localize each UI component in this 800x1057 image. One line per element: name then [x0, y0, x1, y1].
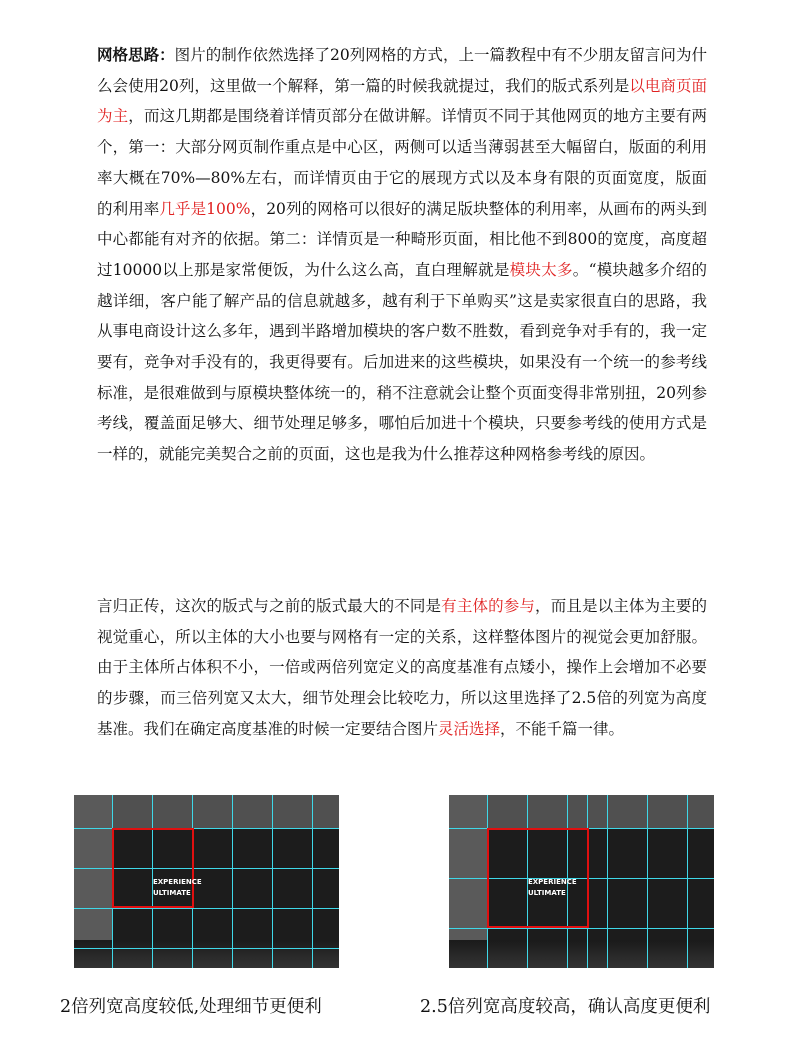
- paragraph-grid-reasoning: [97, 40, 707, 470]
- text-segment: 言归正传，这次的版式与之前的版式最大的不同是: [97, 597, 442, 615]
- product-label-line: ULTIMATE: [153, 889, 191, 897]
- figure-caption: 2倍列宽高度较低,处理细节更便利: [60, 997, 322, 1017]
- figure-caption: 2.5倍列宽高度较高，确认高度更便利: [420, 997, 711, 1017]
- product-label: [528, 877, 577, 899]
- highlight-text: 有主体的参与: [441, 597, 536, 615]
- text-segment: 图片的制作依然选择了20列网格的方式，上一篇教程中有不少朋友留言问为什么会使用20列，这里做一个解释，第一篇的时候我就提过，我们的版式系列是: [97, 46, 707, 95]
- text-segment: ，20列的网格可以很好的满足版块整体的利用率，从画布的两头到中心都能有对齐的依据。第二：详情页是一种畸形页面，相比他不到800的宽度，高度超过10000以上那是家常便饭，为什么这么高，直白理解就是: [97, 199, 707, 279]
- text-segment: ，而且是以主体为主要的视觉重心，所以主体的大小也要与网格有一定的关系，这样整体图片的视觉会更加舒服。由于主体所占体积不小，一倍或两倍列宽定义的高度基准有点矮小，操作上会增加不必要的步骤，而三倍列宽又太大，细节处理会比较吃力，所以这里选择了2.5倍的列宽为高度基准。我们在确定高度基准的时候一定要结合图片: [97, 597, 707, 738]
- product-label-line: EXPERIENCE: [153, 878, 202, 886]
- highlight-text: 模块太多: [509, 260, 573, 279]
- highlight-text: 以电商页面为主: [97, 76, 707, 126]
- paragraph-label: 网格思路：: [97, 45, 175, 64]
- text-segment: ，不能千篇一律。: [500, 719, 625, 738]
- product-label-line: ULTIMATE: [528, 889, 566, 897]
- highlight-text: 灵活选择: [438, 719, 501, 738]
- figure-2x-column-height: [74, 795, 339, 968]
- product-label-line: EXPERIENCE: [528, 878, 577, 886]
- figure-2-5x-column-height: [449, 795, 714, 968]
- product-label: [153, 877, 202, 899]
- highlight-text: 几乎是100%: [159, 199, 251, 218]
- text-segment: 。“模块越多介绍的越详细，客户能了解产品的信息就越多，越有利于下单购买”这是卖家很直白的思路，我从事电商设计这么多年，遇到半路增加模块的客户数不胜数，看到竞争对手有的，我一定要有，竞争对手没有的，我更得要有。后加进来的这些模块，如果没有一个统一的参考线标准，是很难做到与原模块整体统一的，稍不注意就会让整个页面变得非常别扭，20列参考线，覆盖面足够大、细节处理足够多，哪怕后加进十个模块，只要参考线的使用方式是一样的，就能完美契合之前的页面，这也是我为什么推荐这种网格参考线的原因。: [97, 260, 707, 464]
- paragraph-main-subject: [97, 591, 707, 745]
- text-segment: ，而这几期都是围绕着详情页部分在做讲解。详情页不同于其他网页的地方主要有两个，第一：大部分网页制作重点是中心区，两侧可以适当薄弱甚至大幅留白，版面的利用率大概在70%—80%左右，而详情页由于它的展现方式以及本身有限的页面宽度，版面的利用率: [97, 107, 707, 218]
